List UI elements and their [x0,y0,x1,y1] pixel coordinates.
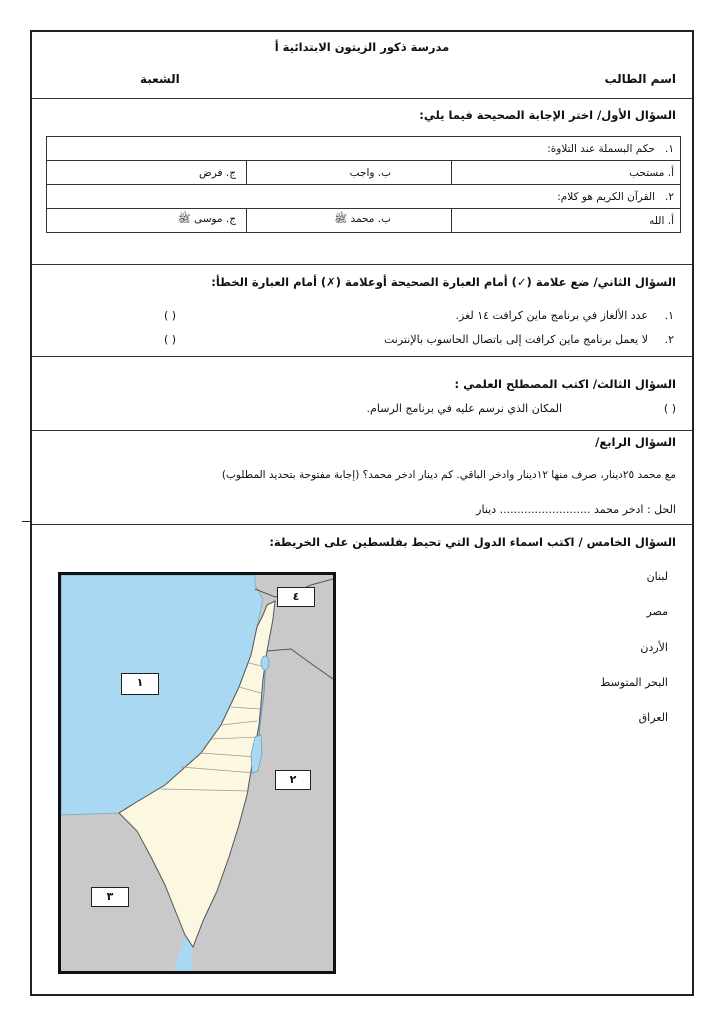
q1-question: القرآن الكريم هو كلام: [557,190,655,203]
country-jordan: الأردن [640,641,668,654]
option-b[interactable]: ب. محمد ﷺ [247,209,452,233]
section-label: الشعبة [140,72,180,86]
q2-statement: عدد الألغاز في برنامج ماين كرافت ١٤ لغز. [455,309,648,322]
worksheet-frame [30,30,694,996]
divider [32,98,692,99]
q1-title: السؤال الأول/ اختر الإجابة الصحيحة فيما يلي: [419,108,676,122]
q3-title: السؤال الثالث/ اكتب المصطلح العلمي : [454,377,676,391]
q4-solution[interactable]: الحل : ادخر محمد .......................... دينار [476,503,676,516]
q2-item-number: ١. [664,309,674,322]
q1-item-number: ١. [665,142,674,155]
student-name-label: اسم الطالب [604,72,676,86]
divider [32,524,692,525]
country-mediterranean: البحر المتوسط [600,676,668,689]
country-egypt: مصر [646,605,668,618]
q4-title: السؤال الرابع/ [595,435,676,449]
palestine-map [58,572,336,974]
lake [261,656,269,670]
q4-problem: مع محمد ٢٥دينار، صرف منها ١٢دينار وادخر الباقي. كم دينار ادخر محمد؟ (إجابة مفتوحة بتحديد المطلوب) [221,469,676,481]
q1-question: حكم البسملة عند التلاوة: [547,142,655,155]
answer-blank[interactable]: ( ) [663,402,676,415]
answer-blank[interactable]: ( ) [164,333,177,346]
map-label-lebanon: ٤ [277,587,315,607]
q1-question-row [47,137,681,161]
q2-statement: لا يعمل برنامج ماين كرافت إلى باتصال الحاسوب بالإنترنت [384,333,648,346]
divider [32,264,692,265]
divider [32,356,692,357]
q1-options-row [47,209,681,233]
option-c[interactable]: ج. فرض [47,161,247,185]
divider [32,430,692,431]
country-iraq: العراق [638,711,668,724]
option-c[interactable]: ج. موسى ﷺ [47,209,247,233]
school-name: مدرسة ذكور الزيتون الابتدائية أ [274,40,450,54]
option-a[interactable]: أ. مستحب [452,161,681,185]
q3-definition: المكان الذي نرسم عليه في برنامج الرسام. [366,402,562,415]
q1-item-number: ٢. [665,190,674,203]
margin-tick [22,521,32,522]
option-a[interactable]: أ. الله [452,209,681,233]
q1-table [46,136,681,233]
map-label-jordan: ٢ [275,770,311,790]
country-lebanon: لبنان [646,570,668,583]
q2-title: السؤال الثاني/ ضع علامة (✓) أمام العبارة الصحيحة أوعلامة (✗) أمام العبارة الخطأ: [211,275,676,289]
answer-blank[interactable]: ( ) [164,309,177,322]
q2-item-number: ٢. [664,333,674,346]
q5-title: السؤال الخامس / اكتب اسماء الدول التي تحيط بفلسطين على الخريطة: [269,535,676,549]
option-b[interactable]: ب. واجب [247,161,452,185]
q1-question-row [47,185,681,209]
map-label-egypt: ٣ [91,887,129,907]
q1-options-row [47,161,681,185]
map-label-sea: ١ [121,673,159,695]
